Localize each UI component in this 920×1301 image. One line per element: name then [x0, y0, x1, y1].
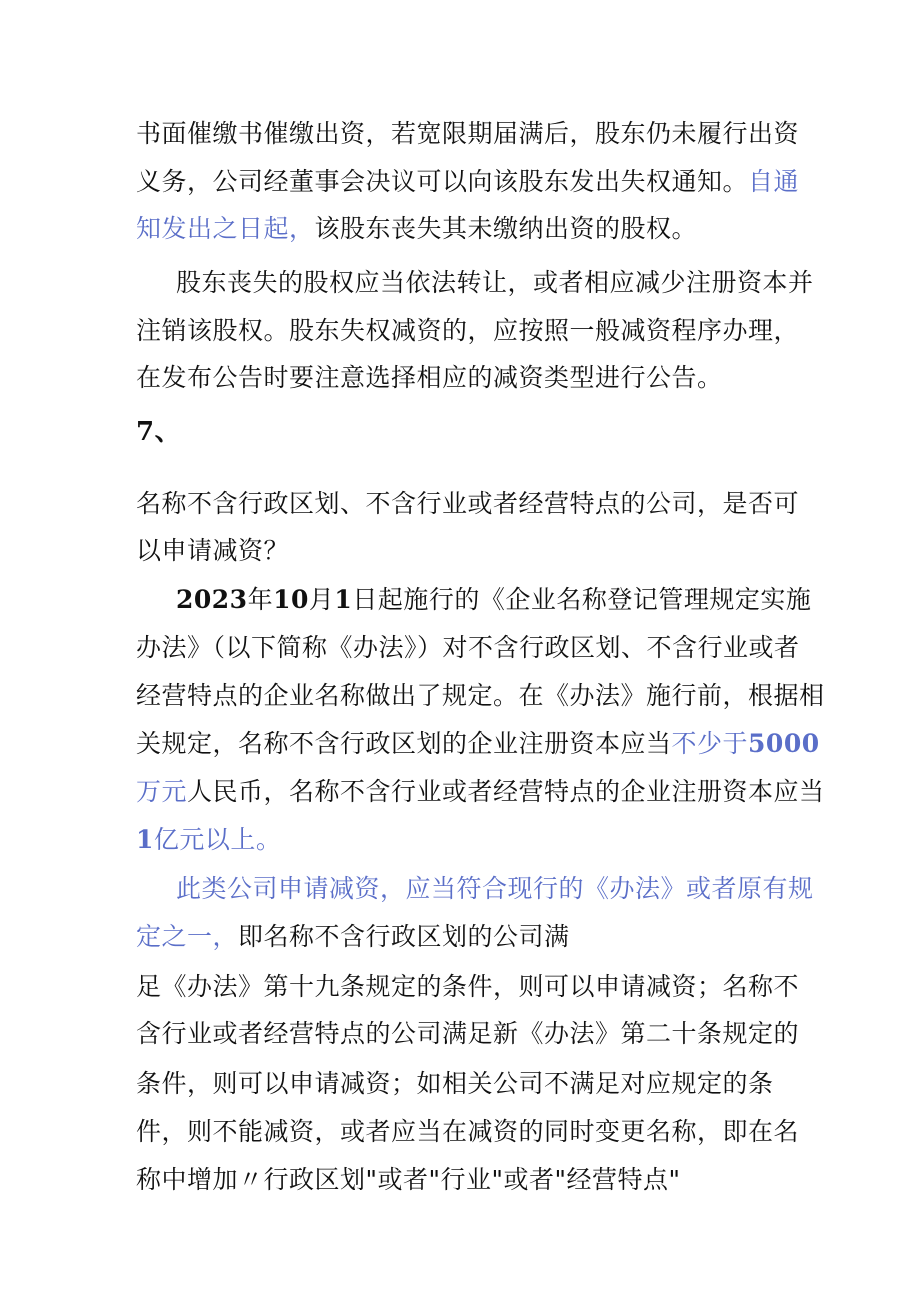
text-span: 足《办法》第十九条规定的条件，则可以申请减资；名称不 [136, 972, 800, 1001]
highlighted-text: 亿元以上。 [153, 825, 282, 854]
paragraph-line [136, 362, 723, 394]
highlighted-number: 1 [136, 825, 154, 854]
text-span: 含行业或者经营特点的公司满足新《办法》第二十条规定的 [136, 1019, 800, 1048]
paragraph-line [136, 213, 697, 245]
text-span: 义务，公司经董事会决议可以向该股东发出失权通知。 [136, 167, 749, 196]
text-span: 人民币，名称不含行业或者经营特点的企业注册资本应当 [187, 777, 825, 806]
text-span: 书面催缴书催缴出资，若宽限期届满后，股东仍未履行出资 [136, 119, 800, 148]
paragraph-line [136, 971, 799, 1003]
question-line [136, 488, 799, 520]
text-span: 以申请减资？ [136, 536, 290, 565]
text-span: 该股东丧失其未缴纳出资的股权。 [314, 214, 698, 243]
text-span: 件，则不能减资，或者应当在减资的同时变更名称，即在名 [136, 1117, 800, 1146]
highlighted-text: 知发出之日起， [136, 214, 315, 243]
paragraph-line [136, 776, 825, 808]
number-text: 2023 [176, 585, 248, 614]
section-number-text: 7、 [136, 417, 182, 447]
highlighted-text: 自通 [748, 167, 800, 196]
paragraph-line [136, 315, 799, 347]
paragraph-line [176, 873, 814, 905]
text-span: 关规定，名称不含行政区划的企业注册资本应当 [136, 729, 672, 758]
text-span: 注销该股权。股东失权减资的，应按照一般减资程序办理， [136, 316, 800, 345]
paragraph-line [136, 680, 825, 712]
text-span: 即名称不含行政区划的公司满 [238, 922, 570, 951]
highlighted-text: 万元 [136, 777, 188, 806]
text-span: 条件，则可以申请减资；如相关公司不满足对应规定的条 [136, 1069, 774, 1098]
paragraph-line [136, 118, 799, 150]
number-text: 10 [273, 585, 309, 614]
section-number [136, 416, 181, 448]
text-span: 日起施行的《企业名称登记管理规定实施 [352, 585, 812, 614]
paragraph-line [136, 1018, 799, 1050]
text-span: 年 [247, 585, 274, 614]
number-text: 1 [334, 585, 353, 614]
text-span: 在发布公告时要注意选择相应的减资类型进行公告。 [136, 363, 723, 392]
highlighted-text: 不少于 [671, 729, 749, 758]
paragraph-line [136, 921, 570, 953]
highlighted-text: 此类公司申请减资，应当符合现行的《办法》或者原有规 [176, 874, 814, 903]
question-line [136, 535, 289, 567]
paragraph-line [136, 1068, 774, 1100]
text-span: 名称不含行政区划、不含行业或者经营特点的公司，是否可 [136, 489, 800, 518]
paragraph-line [136, 824, 281, 856]
text-span: 月 [308, 585, 335, 614]
highlighted-text: 定之一， [136, 922, 239, 951]
text-span: 股东丧失的股权应当依法转让，或者相应减少注册资本并 [176, 268, 814, 297]
paragraph-line [136, 1164, 681, 1196]
paragraph-line [176, 584, 811, 616]
paragraph-line [136, 1116, 799, 1148]
text-span: 办法》（以下简称《办法》）对不含行政区划、不含行业或者 [136, 633, 800, 662]
text-span: 称中增加〃行政区划"或者"行业"或者"经营特点" [136, 1165, 681, 1194]
paragraph-line [136, 166, 799, 198]
highlighted-number: 5000 [748, 729, 820, 758]
paragraph-line [136, 632, 800, 664]
paragraph-line [176, 267, 814, 299]
paragraph-line [136, 728, 820, 760]
text-span: 经营特点的企业名称做出了规定。在《办法》施行前，根据相 [136, 681, 825, 710]
